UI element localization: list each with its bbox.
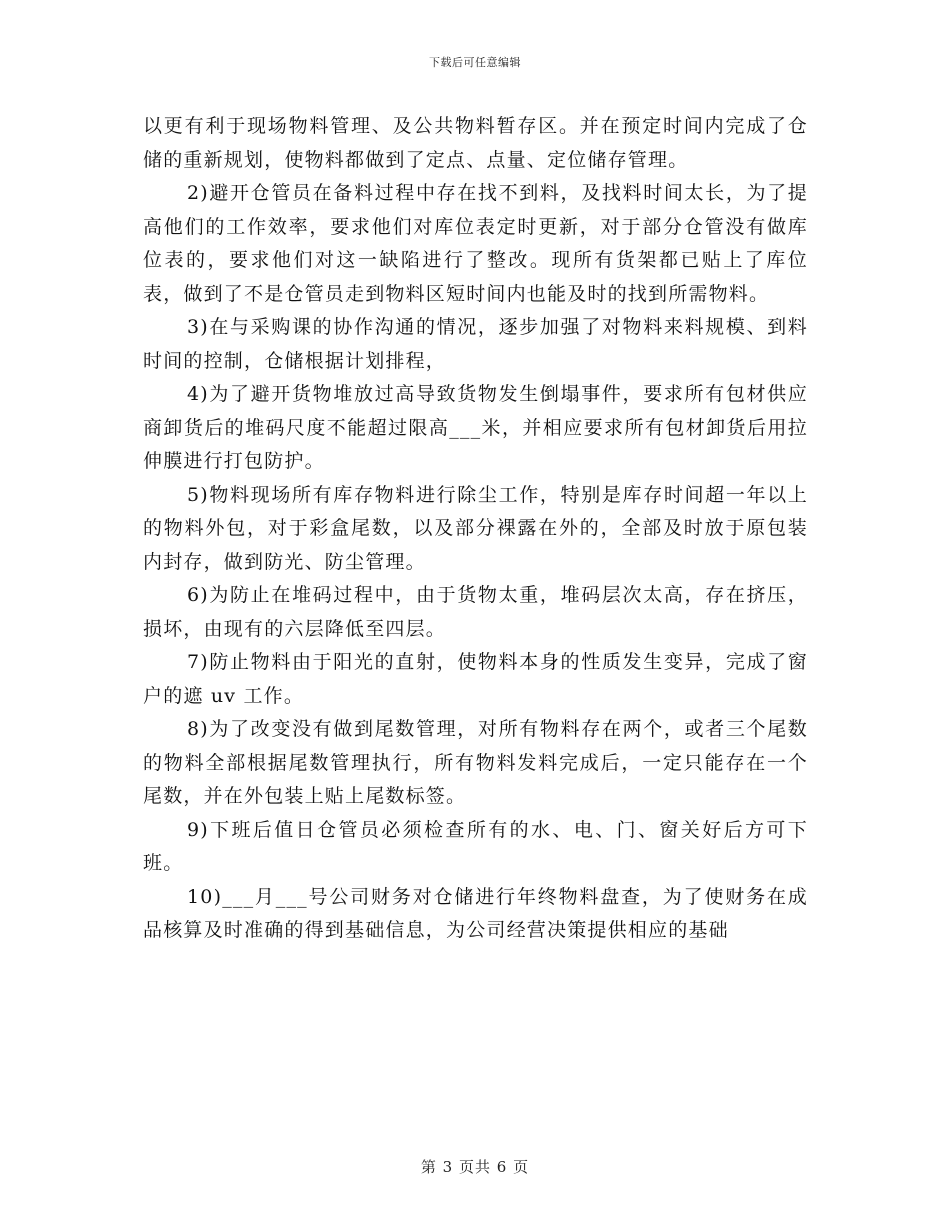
page-header: 下载后可任意编辑 [429, 56, 521, 69]
paragraph: 9)下班后值日仓管员必须检查所有的水、电、门、窗关好后方可下班。 [143, 818, 808, 874]
page-footer: 第 3 页共 6 页 [420, 1158, 530, 1176]
paragraph: 7)防止物料由于阳光的直射，使物料本身的性质发生变异，完成了窗户的遮 uv 工作。 [143, 651, 808, 707]
paragraph: 8)为了改变没有做到尾数管理，对所有物料存在两个，或者三个尾数的物料全部根据尾数管理执行，所有物料发料完成后，一定只能存在一个尾数，并在外包装上贴上尾数标签。 [143, 718, 808, 807]
paragraph: 2)避开仓管员在备料过程中存在找不到料，及找料时间太长，为了提高他们的工作效率，要求他们对库位表定时更新，对于部分仓管没有做库位表的，要求他们对这一缺陷进行了整改。现所有货架都已贴上了库位表，做到了不是仓管员走到物料区短时间内也能及时的找到所需物料。 [143, 182, 808, 305]
paragraph: 5)物料现场所有库存物料进行除尘工作，特别是库存时间超一年以上的物料外包，对于彩盒尾数，以及部分裸露在外的，全部及时放于原包装内封存，做到防光、防尘管理。 [143, 483, 808, 573]
paragraph: 10)___月___号公司财务对仓储进行年终物料盘查，为了使财务在成品核算及时准确的得到基础信息，为公司经营决策提供相应的基础 [143, 885, 808, 941]
paragraph: 4)为了避开货物堆放过高导致货物发生倒塌事件，要求所有包材供应商卸货后的堆码尺度不能超过限高___米，并相应要求所有包材卸货后用拉伸膜进行打包防护。 [143, 383, 808, 472]
paragraph: 以更有利于现场物料管理、及公共物料暂存区。并在预定时间内完成了仓储的重新规划，使物料都做到了定点、点量、定位储存管理。 [143, 115, 808, 171]
document-body [143, 110, 808, 948]
paragraph: 3)在与采购课的协作沟通的情况，逐步加强了对物料来料规模、到料时间的控制，仓储根据计划排程， [143, 316, 808, 372]
paragraph: 6)为防止在堆码过程中，由于货物太重，堆码层次太高，存在挤压，损坏，由现有的六层降低至四层。 [143, 584, 808, 640]
